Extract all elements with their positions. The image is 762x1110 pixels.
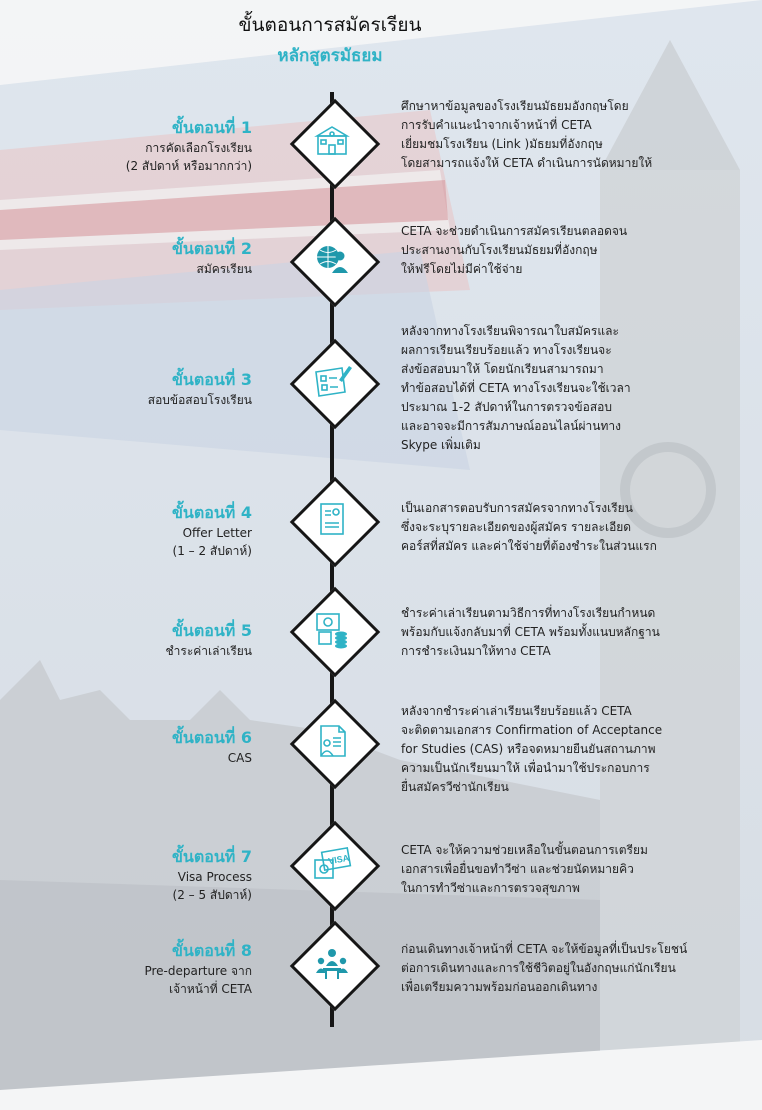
step-subtitle: การคัดเลือกโรงเรียน (2 สัปดาห์ หรือมากกว่า) (125, 141, 252, 173)
exam-icon (309, 358, 355, 404)
step-1-label (2, 117, 252, 175)
step-3-label (2, 369, 252, 409)
step-title: ขั้นตอนที่ 2 (171, 239, 252, 258)
step-subtitle: สมัครเรียน (196, 262, 252, 276)
step-subtitle: ชำระค่าเล่าเรียน (165, 644, 252, 658)
page-header (0, 10, 660, 69)
step-title: ขั้นตอนที่ 1 (171, 118, 252, 137)
step-title: ขั้นตอนที่ 6 (171, 728, 252, 747)
step-3-description: หลังจากทางโรงเรียนพิจารณาใบสมัครและ ผลการเรียนเรียบร้อยแล้ว ทางโรงเรียนจะ ส่งข้อสอบมาให้ โดยนักเรียนสามารถมา ทำข้อสอบได้ที่ CETA ทางโรงเรียนจะใช้เวลา ประมาณ 1-2 สัปดาห์ในการตรวจข้อสอบ และอาจจะมีการสัมภาษณ์ออนไลน์ผ่านทาง Skype เพิ่มเติม (401, 324, 631, 452)
document-icon (309, 496, 355, 542)
step-7-description: CETA จะให้ความช่วยเหลือในขั้นตอนการเตรียม เอกสารเพื่อยื่นขอทำวีซ่า และช่วยนัดหมายคิว ในการทำวีซ่าและการตรวจสุขภาพ (401, 843, 648, 895)
meeting-icon (309, 940, 355, 986)
visa-icon (309, 840, 355, 886)
step-subtitle: Pre-departure จาก เจ้าหน้าที่ CETA (144, 964, 252, 996)
money-icon (309, 606, 355, 652)
step-4-label (2, 502, 252, 560)
step-2-label (2, 238, 252, 278)
step-subtitle: CAS (227, 751, 252, 765)
step-1-description: ศึกษาหาข้อมูลของโรงเรียนมัธยมอังกฤษโดย การรับคำแนะนำจากเจ้าหน้าที่ CETA เยี่ยมชมโรงเรียน (Link )มัธยมที่อังกฤษ โดยสามารถแจ้งให้ CETA ดำเนินการนัดหมายให้ (401, 99, 653, 170)
step-6-label (2, 727, 252, 767)
step-4-description: เป็นเอกสารตอบรับการสมัครจากทางโรงเรียน ซึ่งจะระบุรายละเอียดของผู้สมัคร รายละเอียด คอร์สที่สมัคร และค่าใช้จ่ายที่ต้องชำระในส่วนแรก (401, 501, 657, 553)
step-title: ขั้นตอนที่ 4 (171, 503, 252, 522)
step-subtitle: สอบข้อสอบโรงเรียน (147, 393, 252, 407)
step-8-description: ก่อนเดินทางเจ้าหน้าที่ CETA จะให้ข้อมูลที่เป็นประโยชน์ ต่อการเดินทางและการใช้ชีวิตอยู่ในอังกฤษแก่นักเรียน เพื่อเตรียมความพร้อมก่อนออกเดินทาง (401, 942, 688, 994)
step-title: ขั้นตอนที่ 8 (171, 941, 252, 960)
step-2-description: CETA จะช่วยดำเนินการสมัครเรียนตลอดจน ประสานงานกับโรงเรียนมัธยมที่อังกฤษ ให้ฟรีโดยไม่มีค่าใช้จ่าย (401, 224, 628, 276)
step-title: ขั้นตอนที่ 3 (171, 370, 252, 389)
step-6-description: หลังจากชำระค่าเล่าเรียนเรียบร้อยแล้ว CETA จะติดตามเอกสาร Confirmation of Acceptance for Studies (CAS) หรือจดหมายยืนยันสถานภาพ ความเป็นนักเรียนมาให้ เพื่อนำมาใช้ประกอบการ ยื่นสมัครวีซ่านักเรียน (401, 704, 663, 794)
globe-person-icon (309, 236, 355, 282)
step-8-label (2, 940, 252, 998)
page-title: ขั้นตอนการสมัครเรียน (238, 14, 422, 36)
step-title: ขั้นตอนที่ 5 (171, 621, 252, 640)
certificate-icon (309, 718, 355, 764)
step-subtitle: Offer Letter (1 – 2 สัปดาห์) (172, 526, 252, 558)
step-5-description: ชำระค่าเล่าเรียนตามวิธีการที่ทางโรงเรียนกำหนด พร้อมกับแจ้งกลับมาที่ CETA พร้อมทั้งแนบหลักฐาน การชำระเงินมาให้ทาง CETA (401, 606, 660, 658)
step-5-label (2, 620, 252, 660)
svg-text:VISA: VISA (327, 852, 350, 867)
step-title: ขั้นตอนที่ 7 (171, 847, 252, 866)
school-icon (309, 118, 355, 164)
step-subtitle: Visa Process (2 – 5 สัปดาห์) (172, 870, 252, 902)
step-7-label (2, 846, 252, 904)
page-subtitle: หลักสูตรมัธยม (277, 46, 383, 66)
